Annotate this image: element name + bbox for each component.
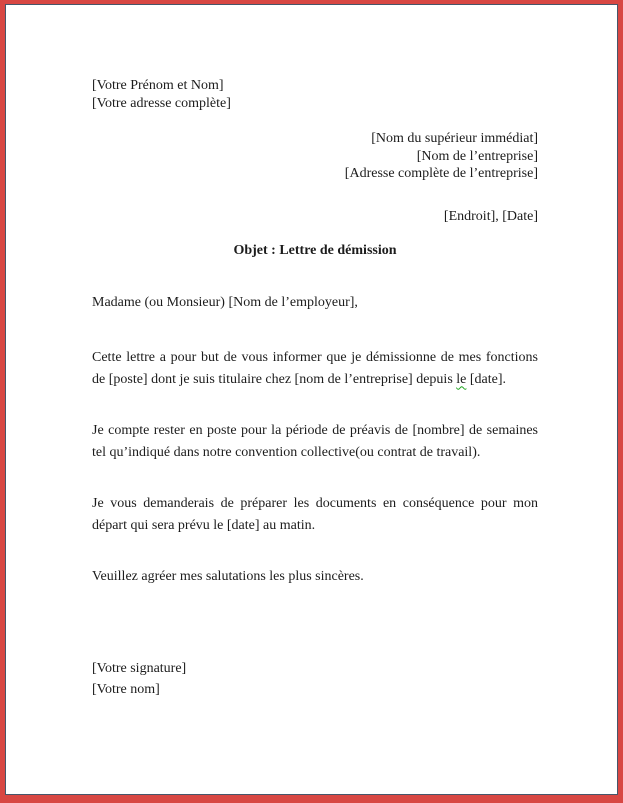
- salutation-line: Madame (ou Monsieur) [Nom de l’employeur],: [92, 294, 358, 310]
- sender-name: [Votre Prénom et Nom]: [92, 78, 224, 93]
- body-paragraph-3: Je vous demanderais de préparer les documents en conséquence pour mon départ qui sera prévu le [date] au matin.: [92, 496, 538, 533]
- sender-block: [92, 77, 538, 112]
- place-date-line: [Endroit], [Date]: [443, 208, 538, 224]
- signature-name: [Votre nom]: [92, 682, 160, 697]
- letter-inner-border: [5, 4, 618, 795]
- closing-line: Veuillez agréer mes salutations les plus sincères.: [92, 569, 364, 584]
- recipient-company: [Nom de l’entreprise]: [416, 148, 538, 164]
- recipient-block: [92, 130, 538, 183]
- paragraph-1-text-after: [date].: [466, 371, 507, 387]
- paragraph-1-text-before: Cette lettre a pour but de vous informer que je démissionne de mes fonctions de [poste] dont je suis titulaire chez [nom de l’entreprise] depuis: [92, 350, 538, 387]
- signature-placeholder: [Votre signature]: [92, 660, 187, 676]
- recipient-superior: [Nom du supérieur immédiat]: [371, 131, 538, 146]
- body-paragraph-1: [92, 347, 538, 390]
- sender-address: [Votre adresse complète]: [92, 95, 231, 111]
- subject-line: Objet : Lettre de démission: [233, 243, 397, 258]
- spellcheck-marked-word: le: [456, 371, 467, 387]
- signature-block: [92, 658, 538, 701]
- body-paragraph-2: Je compte rester en poste pour la période de préavis de [nombre] de semaines tel qu’indiqué dans notre convention collective(ou contrat de travail).: [92, 423, 538, 460]
- recipient-company-address: [Adresse complète de l’entreprise]: [344, 166, 538, 181]
